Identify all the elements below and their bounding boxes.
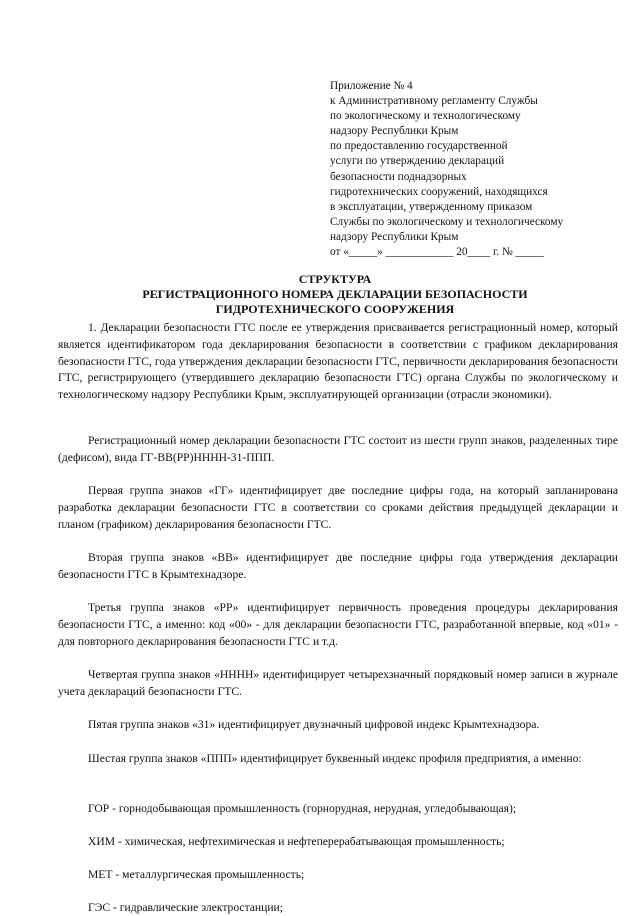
appendix-line: от «_____» ____________ 20____ г. № _____: [330, 246, 544, 259]
document-title: [40, 272, 630, 317]
paragraph: Третья группа знаков «РР» идентифицирует первичность проведения процедуры декларирования безопасности ГТС, а именно: код «00» - для декларации безопасности ГТС, разработанной впервые, код «01» - для повторного декларирования безопасности ГТС и т.д.: [58, 601, 618, 648]
paragraph: Первая группа знаков «ГГ» идентифицирует две последние цифры года, на который запланирована разработка декларации безопасности ГТС в соответствии со сроками действия предыдущей декларации и планом (графиком) декларирования безопасности ГТС.: [58, 484, 618, 531]
list-item: ХИМ - химическая, нефтехимическая и нефтеперерабатывающая промышленность;: [88, 835, 505, 848]
appendix-line: по предоставлению государственной: [330, 140, 508, 153]
appendix-line: к Административному регламенту Службы: [330, 95, 538, 108]
title-line-1: СТРУКТУРА: [298, 272, 372, 286]
appendix-line: по экологическому и технологическому: [330, 110, 521, 123]
paragraph: Вторая группа знаков «ВВ» идентифицирует две последние цифры года утверждения декларации безопасности ГТС в Крымтехнадзоре.: [58, 551, 618, 581]
title-line-2: РЕГИСТРАЦИОННОГО НОМЕРА ДЕКЛАРАЦИИ БЕЗОПАСНОСТИ: [142, 287, 528, 301]
appendix-line: услуги по утверждению деклараций: [330, 155, 505, 168]
paragraph: Четвертая группа знаков «НННН» идентифицирует четырехзначный порядковый номер записи в журнале учета деклараций безопасности ГТС.: [58, 668, 618, 698]
appendix-line: безопасности поднадзорных: [330, 170, 467, 183]
appendix-line: в эксплуатации, утвержденному приказом: [330, 200, 533, 213]
list-item: ГЭС - гидравлические электростанции;: [88, 901, 283, 914]
appendix-line: Приложение № 4: [330, 80, 413, 92]
title-line-3: ГИДРОТЕХНИЧЕСКОГО СООРУЖЕНИЯ: [215, 302, 455, 316]
appendix-header: [330, 79, 600, 260]
appendix-line: Службы по экологическому и технологическому: [330, 215, 564, 228]
list-item: ГОР - горнодобывающая промышленность (горнорудная, нерудная, угледобывающая);: [88, 802, 517, 815]
appendix-line: надзору Республики Крым: [330, 230, 459, 243]
appendix-line: надзору Республики Крым: [330, 125, 459, 138]
paragraph: Пятая группа знаков «31» идентифицирует двузначный цифровой индекс Крымтехнадзора.: [88, 718, 540, 731]
list-item: МЕТ - металлургическая промышленность;: [88, 868, 305, 881]
paragraph: 1. Декларации безопасности ГТС после ее утверждения присваивается регистрационный номер, который является идентификатором года декларирования безопасности в соответствии с графиком декларирования безопасности ГТС, года утверждения декларации безопасности ГТС, первичности декларирования безопасности ГТС, регистрирующего (утвердившего декларацию безопасности ГТС) органа Службы по экологическому и технологическому надзору Республики Крым, эксплуатирующей организации (отрасли экономики).: [58, 321, 618, 402]
paragraph: Шестая группа знаков «ППП» идентифицирует буквенный индекс профиля предприятия, а именно:: [88, 752, 582, 765]
paragraph: Регистрационный номер декларации безопасности ГТС состоит из шести групп знаков, разделенных тире (дефисом), вида ГГ-ВВ(РР)НННН-31-ППП.: [58, 434, 618, 464]
appendix-line: гидротехнических сооружений, находящихся: [330, 185, 548, 198]
